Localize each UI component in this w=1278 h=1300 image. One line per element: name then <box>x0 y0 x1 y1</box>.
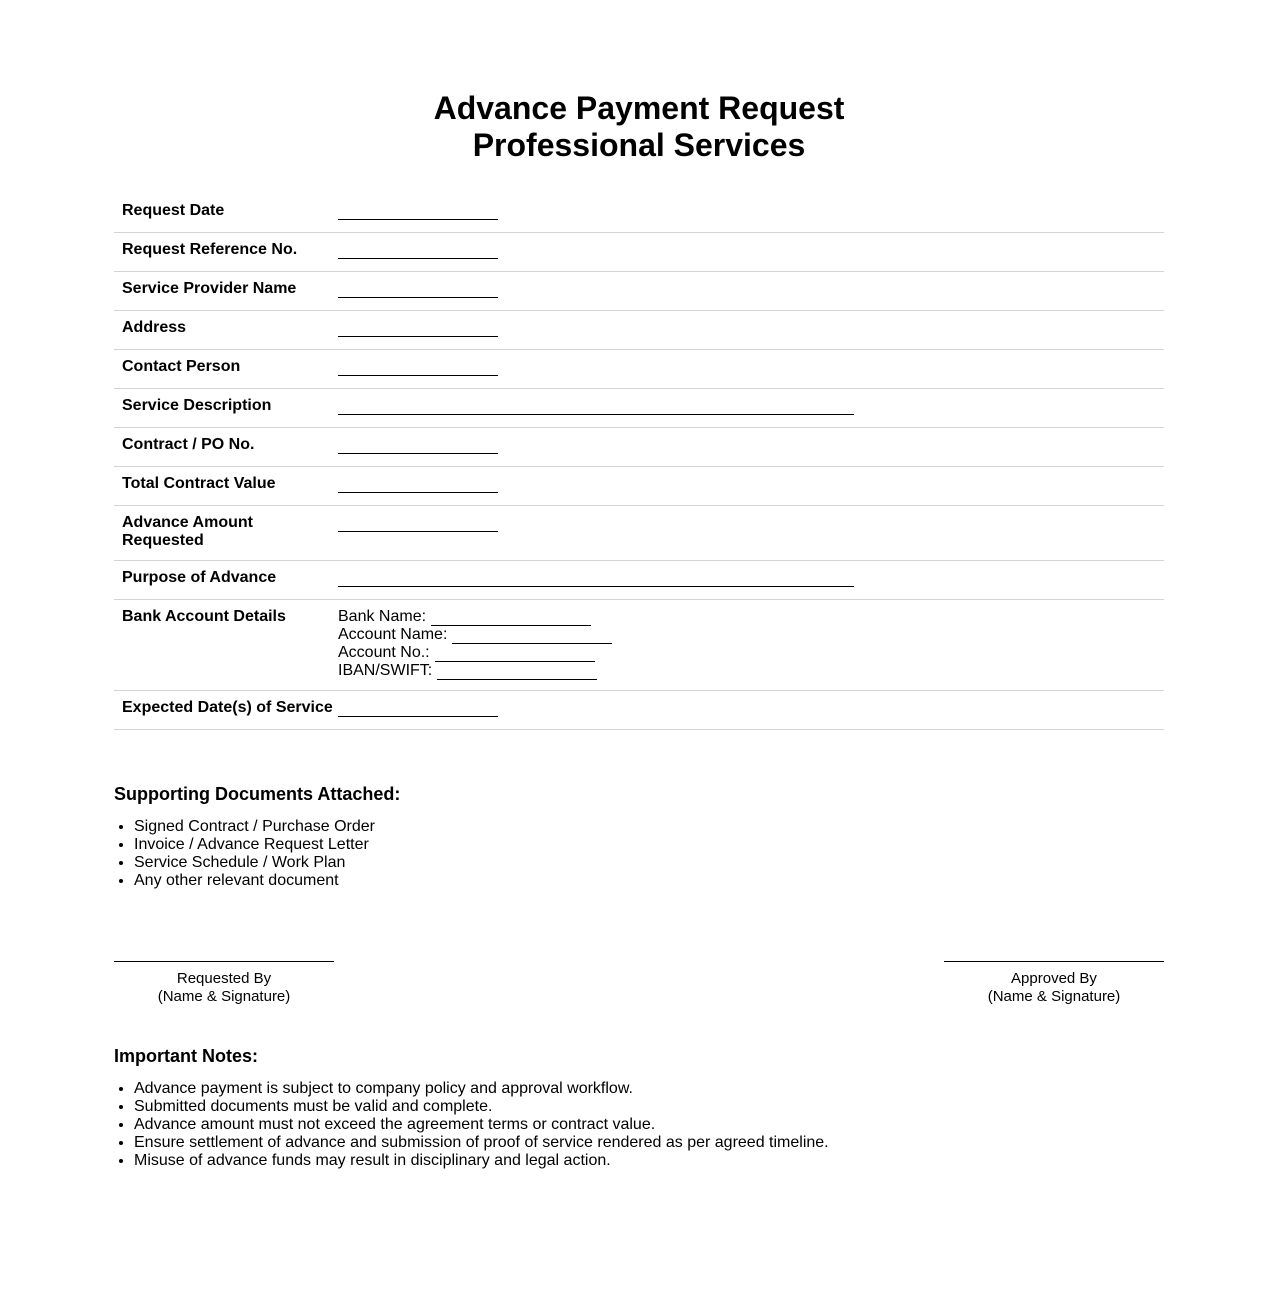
expected-dates-field[interactable] <box>338 699 498 717</box>
requested-by-signature-line[interactable] <box>114 961 334 970</box>
provider-name-field[interactable] <box>338 280 498 298</box>
provider-name-label: Service Provider Name <box>122 280 297 297</box>
address-label: Address <box>122 319 187 336</box>
approved-by-label: Approved By <box>1011 970 1097 987</box>
total-value-field[interactable] <box>338 475 498 493</box>
form-row-address <box>114 311 1164 350</box>
advance-amount-field[interactable] <box>338 514 498 532</box>
form-row-purpose <box>114 561 1164 600</box>
account-name-field[interactable] <box>452 626 612 644</box>
total-value-label: Total Contract Value <box>122 475 276 492</box>
list-item: • Advance payment is subject to company policy and approval workflow. <box>134 1080 829 1098</box>
account-name-label: Account Name: <box>338 626 448 643</box>
supporting-documents-list <box>114 818 375 890</box>
list-item: • Any other relevant document <box>134 872 375 890</box>
form-row-bank-details <box>114 600 1164 691</box>
list-item: • Service Schedule / Work Plan <box>134 854 375 872</box>
service-description-field[interactable] <box>338 397 854 415</box>
list-item: • Submitted documents must be valid and complete. <box>134 1098 829 1116</box>
address-field[interactable] <box>338 319 498 337</box>
service-description-label: Service Description <box>122 397 272 414</box>
form-row-service-description <box>114 389 1164 428</box>
list-item: • Advance amount must not exceed the agreement terms or contract value. <box>134 1116 829 1134</box>
important-notes-list <box>114 1080 829 1170</box>
requested-by-sublabel: (Name & Signature) <box>157 988 291 1005</box>
supporting-documents-heading: Supporting Documents Attached: <box>114 784 401 804</box>
account-no-line <box>338 644 1164 662</box>
page-title <box>0 90 1278 164</box>
bank-name-line <box>338 608 1164 626</box>
advance-amount-label: Advance Amount Requested <box>122 514 253 549</box>
expected-dates-label: Expected Date(s) of Service <box>122 699 333 716</box>
bank-details-block <box>338 608 1164 680</box>
title-line-1: Advance Payment Request <box>433 90 845 126</box>
account-name-line <box>338 626 1164 644</box>
contact-person-field[interactable] <box>338 358 498 376</box>
form-row-request-date <box>114 194 1164 233</box>
approved-by-signature-line[interactable] <box>944 961 1164 970</box>
iban-swift-line <box>338 662 1164 680</box>
account-no-field[interactable] <box>435 644 595 662</box>
contract-po-field[interactable] <box>338 436 498 454</box>
form-row-contract-po <box>114 428 1164 467</box>
iban-swift-field[interactable] <box>437 662 597 680</box>
account-no-label: Account No.: <box>338 644 430 661</box>
bank-name-field[interactable] <box>431 608 591 626</box>
request-form-table <box>114 194 1164 730</box>
iban-swift-label: IBAN/SWIFT: <box>338 662 433 679</box>
list-item: • Invoice / Advance Request Letter <box>134 836 375 854</box>
request-date-label: Request Date <box>122 202 225 219</box>
contract-po-label: Contract / PO No. <box>122 436 255 453</box>
reference-no-field[interactable] <box>338 241 498 259</box>
requested-by-signature <box>114 961 334 1006</box>
form-row-expected-dates <box>114 691 1164 730</box>
important-notes-heading: Important Notes: <box>114 1046 258 1066</box>
purpose-field[interactable] <box>338 569 854 587</box>
request-date-field[interactable] <box>338 202 498 220</box>
form-row-reference-no <box>114 233 1164 272</box>
bank-details-label: Bank Account Details <box>122 608 286 625</box>
form-row-advance-amount <box>114 506 1164 561</box>
requested-by-label: Requested By <box>176 970 272 987</box>
purpose-label: Purpose of Advance <box>122 569 277 586</box>
form-row-provider-name <box>114 272 1164 311</box>
list-item: • Misuse of advance funds may result in disciplinary and legal action. <box>134 1152 829 1170</box>
form-row-total-value <box>114 467 1164 506</box>
list-item: • Signed Contract / Purchase Order <box>134 818 375 836</box>
approved-by-sublabel: (Name & Signature) <box>987 988 1121 1005</box>
approved-by-signature <box>944 961 1164 1006</box>
bank-name-label: Bank Name: <box>338 608 427 625</box>
title-line-2: Professional Services <box>472 127 806 163</box>
list-item: • Ensure settlement of advance and submission of proof of service rendered as per agreed timeline. <box>134 1134 829 1152</box>
form-row-contact-person <box>114 350 1164 389</box>
reference-no-label: Request Reference No. <box>122 241 298 258</box>
contact-person-label: Contact Person <box>122 358 241 375</box>
